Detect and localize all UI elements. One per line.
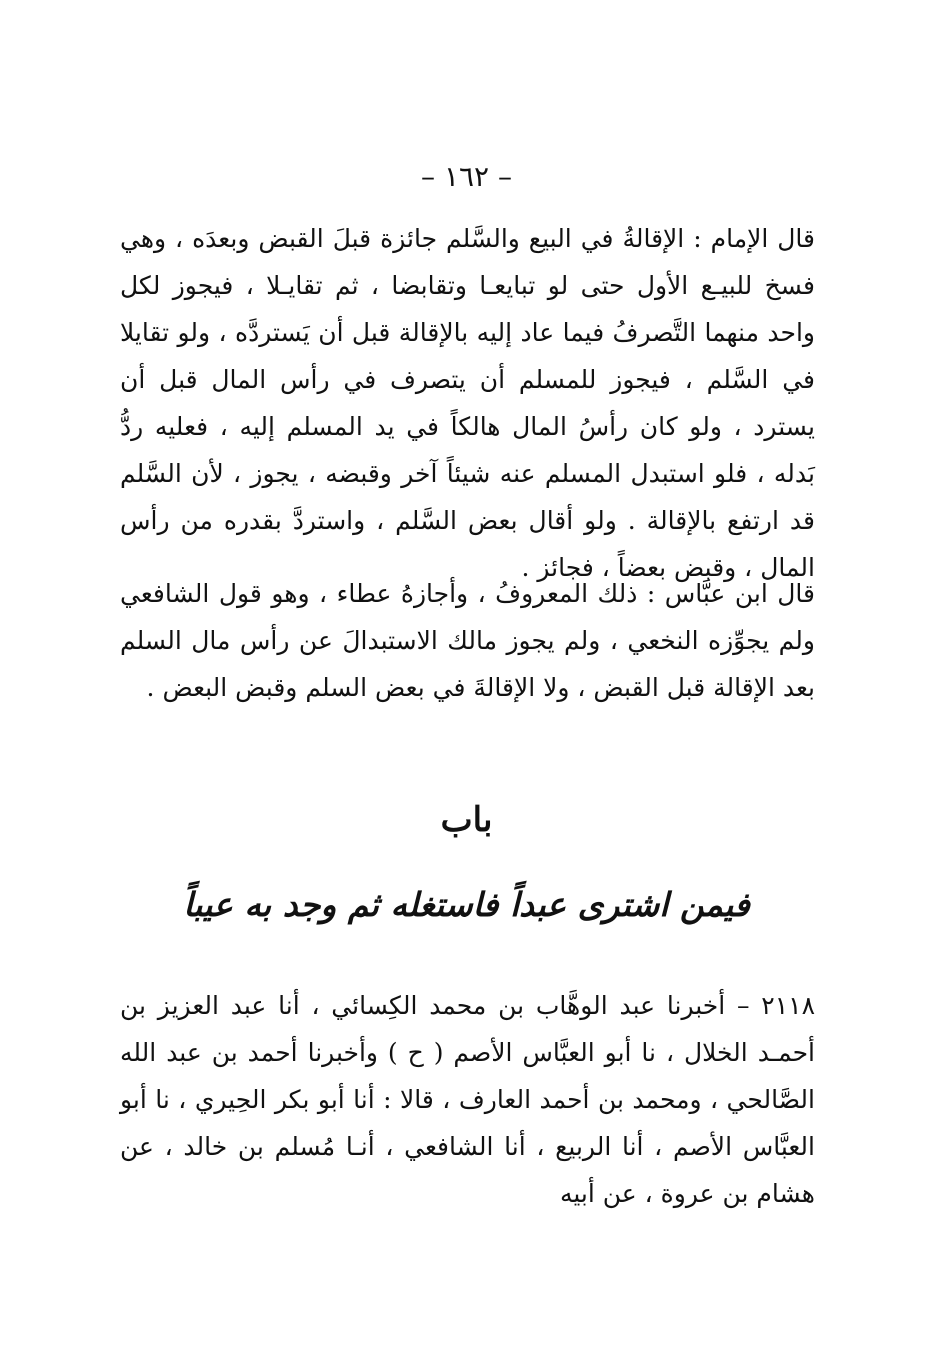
paragraph-hadith-2118: ٢١١٨ – أخبرنا عبد الوهَّاب بن محمد الكِسائي ، أنا عبد العزيز بن أحمـد الخلال ، نا أبو العبَّاس الأصم ( ح ) وأخبرنا أحمد بن عبد الله الصَّالحي ، ومحمد بن أحمد العارف ، قالا : أنا أبو بكر الحِيري ، نا أبو العبَّاس الأصم ، أنا الربيع ، أنا الشافعي ، أنـا مُسلم بن خالد ، عن هشام بن عروة ، عن أبيه bbox=[120, 991, 815, 1208]
chapter-title: فيمن اشترى عبداً فاستغله ثم وجد به عيباً bbox=[183, 885, 750, 924]
paragraph-ibn-abbas: قال ابن عبَّاس : ذلك المعروفُ ، وأجازهُ عطاء ، وهو قول الشافعي ولم يجوِّزه النخعي ، ولم يجوز مالك الاستبدالَ عن رأس مال السلم بعد الإقالة قبل القبض ، ولا الإقالةَ في بعض السلم وقبض البعض . bbox=[120, 579, 815, 702]
page-number: – ١٦٢ – bbox=[421, 160, 512, 193]
paragraph-iqala: قال الإمام : الإقالةُ في البيع والسَّلم جائزة قبلَ القبض وبعدَه ، وهي فسخ للبيـع الأول حتى لو تبايعـا وتقابضا ، ثم تقايـلا ، فيجوز لكل واحد منهما التَّصرفُ فيما عاد إليه بالإقالة قبل أن يَستردَّه ، ولو تقايلا في السَّلم ، فيجوز للمسلم أن يتصرف في رأس المال قبل أن يسترد ، ولو كان رأسُ المال هالكاً في يد المسلم إليه ، فعليه ردُّ بَدله ، فلو استبدل المسلم عنه شيئاً آخر وقبضه ، يجوز ، لأن السَّلم قد ارتفع بالإقالة . ولو أقال بعض السَّلم ، واستردَّ بقدره من رأس المال ، وقبض بعضاً ، فجائز . bbox=[120, 224, 815, 582]
chapter-heading: باب bbox=[440, 800, 493, 840]
